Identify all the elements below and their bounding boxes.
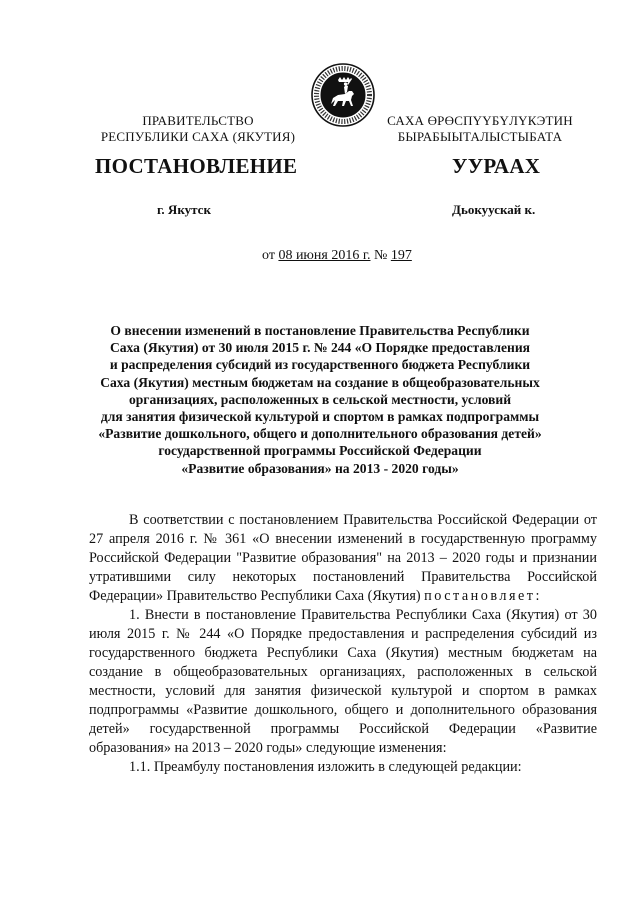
title-line: организациях, расположенных в сельской местности, условий	[128, 391, 512, 407]
preamble-text: В соответствии с постановлением Правительства Российской Федерации от 27 апреля 2016 г. № 361 «О внесении изменений в государственную программу Российской Федерации "Развитие образования" на 2013 – 2020 годы и признании утратившими силу некоторых постановлений Правительства Российской Федерации» Правительство Республики Саха (Якутия)	[89, 512, 597, 604]
government-line-1: ПРАВИТЕЛЬСТВО	[142, 113, 254, 128]
number-sign: №	[373, 248, 388, 263]
document-date: 08 июня 2016 г.	[278, 248, 371, 263]
body-paragraph-2: 1. Внести в постановление Правительства Республики Саха (Якутия) от 30 июля 2015 г. № 244 «О Порядке предоставления и распределения субсидий из государственного бюджета Республики Саха (Якутия) местным бюджетам на создание в общеобразовательных организациях, расположенных в сельской местности, условий для занятия физической культурой и спортом в рамках подпрограммы «Развитие дошкольного, общего и дополнительного образования детей» государственной программы Российской Федерации «Развитие образования» на 2013 – 2020 годы» следующие изменения:	[89, 607, 597, 756]
government-line-2-sakha: БЫРАБЫЫТАЛЫСТЫБАТА	[397, 129, 563, 144]
doc-type-ru: ПОСТАНОВЛЕНИЕ	[95, 154, 298, 178]
title-line: О внесении изменений в постановление Правительства Республики	[110, 323, 530, 338]
title-line: государственной программы Российской Федерации	[158, 443, 482, 459]
document-body	[89, 511, 597, 777]
title-line: «Развитие образования» на 2013 - 2020 годы»	[181, 460, 459, 476]
government-name-sakha	[375, 113, 585, 145]
title-line: и распределения субсидий из государственного бюджета Республики	[109, 357, 531, 373]
city-ru: г. Якутск	[157, 202, 211, 217]
body-paragraph-3: 1.1. Преамбулу постановления изложить в следующей редакции:	[129, 759, 522, 775]
body-paragraph-1	[89, 511, 597, 606]
title-line: Саха (Якутия) местным бюджетам на создание в общеобразовательных	[100, 374, 540, 390]
government-line-1-sakha: САХА ӨРӨСПҮҮБҮЛҮКЭТИН	[387, 113, 573, 128]
title-line: для занятия физической культурой и спортом в рамках подпрограммы	[100, 409, 540, 425]
government-line-2: РЕСПУБЛИКИ САХА (ЯКУТИЯ)	[100, 129, 296, 144]
date-prefix: от	[262, 248, 275, 263]
resolves-word: постановляет:	[424, 588, 542, 604]
title-line: «Развитие дошкольного, общего и дополнительного образования детей»	[98, 426, 542, 442]
document-title	[80, 322, 560, 477]
title-line: Саха (Якутия) от 30 июля 2015 г. № 244 «О Порядке предоставления	[109, 340, 531, 356]
document-number: 197	[390, 248, 412, 263]
city-sakha: Дьокуускай к.	[452, 202, 536, 217]
date-line	[262, 248, 412, 264]
government-name-ru	[88, 113, 308, 145]
doc-type-sakha: УУРААХ	[452, 154, 541, 178]
coat-of-arms-icon	[311, 58, 375, 132]
